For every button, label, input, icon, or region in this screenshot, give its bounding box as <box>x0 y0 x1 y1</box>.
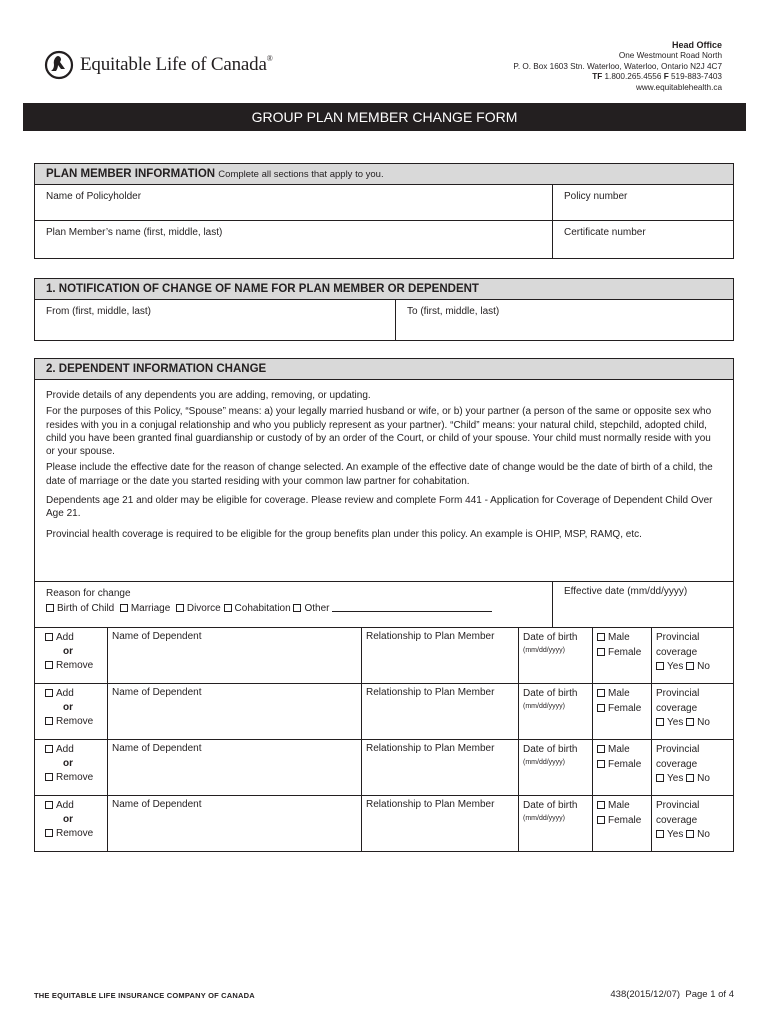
policyholder-field[interactable]: Name of Policyholder <box>46 191 142 202</box>
office-title: Head Office <box>671 40 722 50</box>
dependent-name-field[interactable]: Name of Dependent <box>107 684 361 739</box>
add-remove-cell: Add or Remove <box>35 684 107 739</box>
dob-field[interactable]: Date of birth (mm/dd/yyyy) <box>518 740 592 795</box>
name-change-section <box>34 278 734 341</box>
dependent-name-field[interactable]: Name of Dependent <box>107 628 361 683</box>
provincial-coverage-cell: Provincial coverage Yes No <box>651 740 733 795</box>
add-remove-cell: Add or Remove <box>35 796 107 851</box>
address-line-2: P. O. Box 1603 Stn. Waterloo, Waterloo, Ontario N2J 4C7 <box>513 61 722 71</box>
relationship-field[interactable]: Relationship to Plan Member <box>361 628 518 683</box>
yes-checkbox[interactable] <box>656 830 664 838</box>
yes-checkbox[interactable] <box>656 662 664 670</box>
section1-heading: 1. NOTIFICATION OF CHANGE OF NAME FOR PLAN MEMBER OR DEPENDENT <box>35 279 733 300</box>
effective-date-field[interactable]: Effective date (mm/dd/yyyy) <box>552 582 733 627</box>
policy-number-field[interactable]: Policy number <box>552 185 733 220</box>
relationship-field[interactable]: Relationship to Plan Member <box>361 796 518 851</box>
address-line-1: One Westmount Road North <box>618 50 722 60</box>
dependent-table <box>35 627 733 851</box>
provincial-coverage-cell: Provincial coverage Yes No <box>651 684 733 739</box>
marriage-checkbox[interactable] <box>120 604 128 612</box>
company-logo <box>44 50 273 80</box>
remove-checkbox[interactable] <box>45 829 53 837</box>
dependent-row <box>35 739 733 795</box>
add-checkbox[interactable] <box>45 801 53 809</box>
from-name-field[interactable]: From (first, middle, last) <box>46 306 152 317</box>
relationship-field[interactable]: Relationship to Plan Member <box>361 684 518 739</box>
male-checkbox[interactable] <box>597 801 605 809</box>
male-checkbox[interactable] <box>597 689 605 697</box>
male-checkbox[interactable] <box>597 745 605 753</box>
age-21-paragraph: Dependents age 21 and older may be eligible for coverage. Please review and complete Form 441 - Application for Coverage of Dependent Child Over Age 21. <box>46 495 713 520</box>
other-reason-line[interactable] <box>332 603 492 612</box>
dependent-row <box>35 795 733 851</box>
dependent-row <box>35 683 733 739</box>
birth-of-child-checkbox[interactable] <box>46 604 54 612</box>
dependent-name-field[interactable]: Name of Dependent <box>107 740 361 795</box>
provincial-coverage-paragraph: Provincial health coverage is required to be eligible for the group benefits plan under this policy. An example is OHIP, MSP, RAMQ, etc. <box>46 528 642 540</box>
female-checkbox[interactable] <box>597 704 605 712</box>
female-checkbox[interactable] <box>597 760 605 768</box>
gender-cell: Male Female <box>592 740 651 795</box>
plan-member-section <box>34 163 734 259</box>
gender-cell: Male Female <box>592 628 651 683</box>
remove-checkbox[interactable] <box>45 717 53 725</box>
section2-heading: 2. DEPENDENT INFORMATION CHANGE <box>35 359 733 380</box>
footer-company: THE EQUITABLE LIFE INSURANCE COMPANY OF CANADA <box>34 991 255 1000</box>
reason-for-change: Reason for change Birth of Child Marriage Divorce Cohabitation Other <box>35 582 552 627</box>
cohabitation-checkbox[interactable] <box>224 604 232 612</box>
add-checkbox[interactable] <box>45 745 53 753</box>
no-checkbox[interactable] <box>686 718 694 726</box>
dependent-name-field[interactable]: Name of Dependent <box>107 796 361 851</box>
divorce-checkbox[interactable] <box>176 604 184 612</box>
no-checkbox[interactable] <box>686 662 694 670</box>
effective-date-paragraph: Please include the effective date for the reason of change selected. An example of the effective date of change would be the date of birth of a child, the date of marriage or the date you started residing with your common law partner for cohabitation. <box>46 462 713 487</box>
dependent-row <box>35 627 733 683</box>
dob-field[interactable]: Date of birth (mm/dd/yyyy) <box>518 684 592 739</box>
relationship-field[interactable]: Relationship to Plan Member <box>361 740 518 795</box>
gender-cell: Male Female <box>592 684 651 739</box>
dob-field[interactable]: Date of birth (mm/dd/yyyy) <box>518 796 592 851</box>
to-name-field[interactable]: To (first, middle, last) <box>395 300 733 340</box>
female-checkbox[interactable] <box>597 648 605 656</box>
head-office-block <box>513 40 722 94</box>
provincial-coverage-cell: Provincial coverage Yes No <box>651 796 733 851</box>
definitions-paragraph: For the purposes of this Policy, “Spouse” means: a) your legally married husband or wife, or b) your partner (a person of the same or opposite sex who resides with you in a conjugal relationship and who you publicly represent as your partner). “Child” means: your natural child, stepchild, adopted child, child you have been granted final guardianship or custody of by an order of the Court, or child of your spouse. Your child must normally reside with you or your spouse. <box>46 406 712 458</box>
dob-field[interactable]: Date of birth (mm/dd/yyyy) <box>518 628 592 683</box>
no-checkbox[interactable] <box>686 774 694 782</box>
dependent-change-section <box>34 358 734 852</box>
intro-paragraph: Provide details of any dependents you are adding, removing, or updating. <box>46 390 371 401</box>
plan-member-heading: PLAN MEMBER INFORMATION Complete all sections that apply to you. <box>35 164 733 185</box>
add-remove-cell: Add or Remove <box>35 740 107 795</box>
yes-checkbox[interactable] <box>656 774 664 782</box>
add-checkbox[interactable] <box>45 689 53 697</box>
phone-line: TF 1.800.265.4556 F 519-883-7403 <box>592 72 722 82</box>
add-checkbox[interactable] <box>45 633 53 641</box>
add-remove-cell: Add or Remove <box>35 628 107 683</box>
certificate-number-field[interactable]: Certificate number <box>552 221 733 258</box>
male-checkbox[interactable] <box>597 633 605 641</box>
equitable-logo-icon <box>44 50 74 80</box>
website[interactable]: www.equitablehealth.ca <box>635 83 722 93</box>
other-checkbox[interactable] <box>293 604 301 612</box>
yes-checkbox[interactable] <box>656 718 664 726</box>
company-name: Equitable Life of Canada® <box>80 54 273 75</box>
gender-cell: Male Female <box>592 796 651 851</box>
provincial-coverage-cell: Provincial coverage Yes No <box>651 628 733 683</box>
footer-page-info: 438(2015/12/07) Page 1 of 4 <box>610 989 734 1000</box>
form-title: GROUP PLAN MEMBER CHANGE FORM <box>23 103 746 131</box>
female-checkbox[interactable] <box>597 816 605 824</box>
member-name-field[interactable]: Plan Member’s name (first, middle, last) <box>46 227 223 238</box>
no-checkbox[interactable] <box>686 830 694 838</box>
remove-checkbox[interactable] <box>45 661 53 669</box>
remove-checkbox[interactable] <box>45 773 53 781</box>
